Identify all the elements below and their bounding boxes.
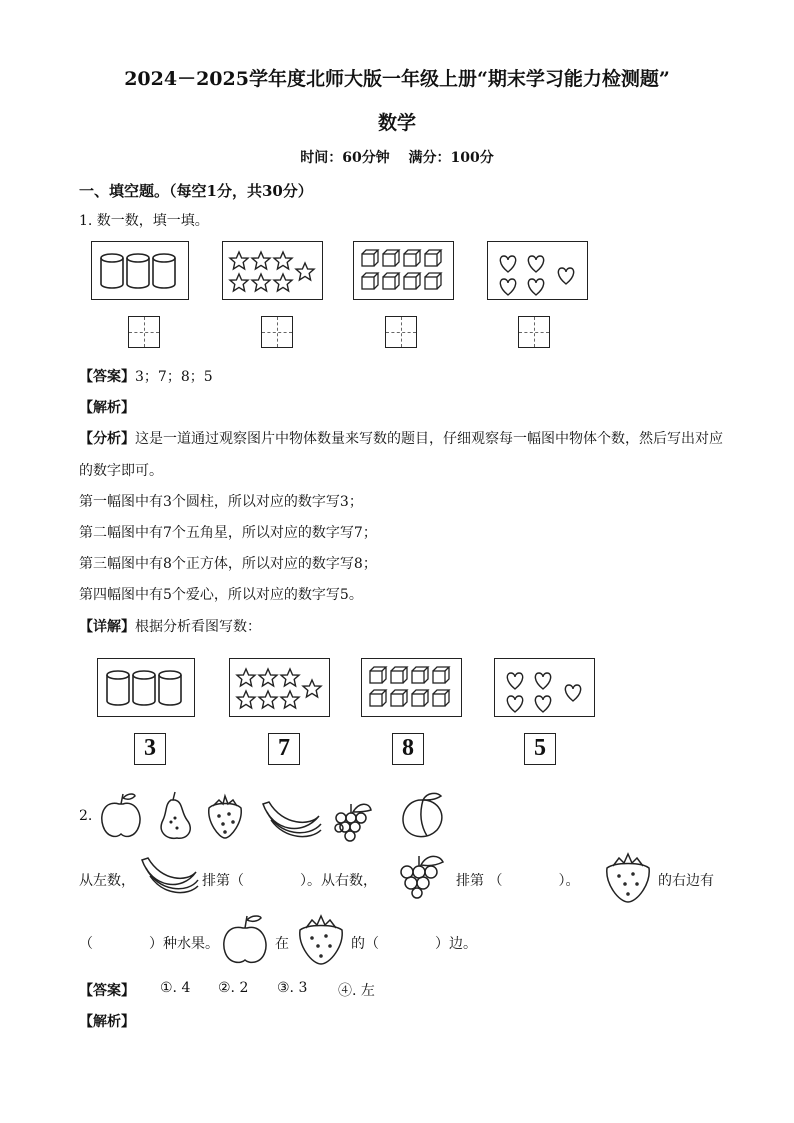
q2-line1-part-d: 的右边有 [658, 873, 714, 889]
filled-answer-box-1: 3 [134, 733, 166, 765]
q2-answer-2: ②. 2 [218, 980, 249, 996]
cylinder-icons [92, 242, 188, 299]
answer-label: 【答案】 [79, 369, 135, 385]
hearts-picture-detail [494, 658, 595, 717]
strawberry-icon [603, 850, 653, 904]
cube-icons [362, 659, 461, 716]
q2-line1-part-c: 排第 （ ）。 [456, 873, 580, 889]
q2-line2-part-c: 的（ ）边。 [351, 936, 477, 952]
fenxi-label: 【分析】 [79, 431, 135, 447]
cube-icons [354, 242, 453, 299]
heart-icons [495, 659, 594, 716]
answer-box-3[interactable] [385, 316, 417, 348]
subject-title: 数学 [377, 112, 416, 134]
answer-box-1[interactable] [128, 316, 160, 348]
page-title: 2024－2025学年度北师大版一年级上册“期末学习能力检测题” [124, 68, 670, 90]
question-2-number: 2. [79, 808, 93, 824]
filled-answer-box-4: 5 [524, 733, 556, 765]
cylinder-icons [98, 659, 194, 716]
detail-label: 【详解】 [79, 619, 135, 635]
hearts-picture [487, 241, 588, 300]
answer-box-4[interactable] [518, 316, 550, 348]
time-info: 时间：60分钟 满分：100分 [300, 150, 494, 166]
cubes-picture [353, 241, 454, 300]
apple-icon [219, 912, 271, 964]
step-1: 第一幅图中有3个圆柱，所以对应的数字写3； [79, 494, 363, 510]
grapes-icon [397, 850, 451, 898]
q2-line1-part-a: 从左数， [79, 873, 135, 889]
strawberry-icon [209, 796, 241, 838]
question-1-prompt: 1. 数一数，填一填。 [79, 213, 209, 229]
stars-picture-detail [229, 658, 330, 717]
star-icons [230, 659, 329, 716]
fruit-row [97, 790, 457, 842]
q2-analysis-label: 【解析】 [79, 1014, 135, 1030]
q2-answer-4: ④. 左 [338, 983, 375, 999]
fenxi-line-2: 的数字即可。 [79, 463, 163, 479]
step-2: 第二幅图中有7个五角星，所以对应的数字写7； [79, 525, 377, 541]
grapes-icon [335, 804, 371, 841]
q2-answer-1: ①. 4 [160, 980, 191, 996]
heart-icons [488, 242, 587, 299]
banana-icon [263, 802, 321, 837]
detail-text: 根据分析看图写数： [135, 619, 261, 635]
peach-icon [403, 793, 442, 836]
apple-icon [102, 794, 140, 836]
cylinders-picture-detail [97, 658, 195, 717]
answer-text: 3；7；8；5 [135, 369, 213, 385]
q2-line2-part-a: （ ）种水果。 [79, 936, 219, 952]
q2-line1-part-b: 排第（ ）。从右数， [202, 873, 377, 889]
q2-answer-label: 【答案】 [79, 983, 135, 999]
cylinders-picture [91, 241, 189, 300]
step-4: 第四幅图中有5个爱心，所以对应的数字写5。 [79, 587, 363, 603]
strawberry-icon [296, 912, 346, 966]
pear-icon [161, 792, 190, 838]
cubes-picture-detail [361, 658, 462, 717]
answer-box-2[interactable] [261, 316, 293, 348]
q2-line2-part-b: 在 [275, 936, 289, 952]
section-heading: 一、填空题。（每空1分，共30分） [79, 182, 313, 200]
star-icons [223, 242, 322, 299]
banana-icon [138, 852, 198, 896]
fenxi-line-1: 这是一道通过观察图片中物体数量来写数的题目，仔细观察每一幅图中物体个数，然后写出对应 [135, 431, 723, 447]
step-3: 第三幅图中有8个正方体，所以对应的数字写8； [79, 556, 377, 572]
filled-answer-box-3: 8 [392, 733, 424, 765]
filled-answer-box-2: 7 [268, 733, 300, 765]
stars-picture [222, 241, 323, 300]
analysis-label: 【解析】 [79, 400, 135, 416]
q2-answer-3: ③. 3 [277, 980, 308, 996]
